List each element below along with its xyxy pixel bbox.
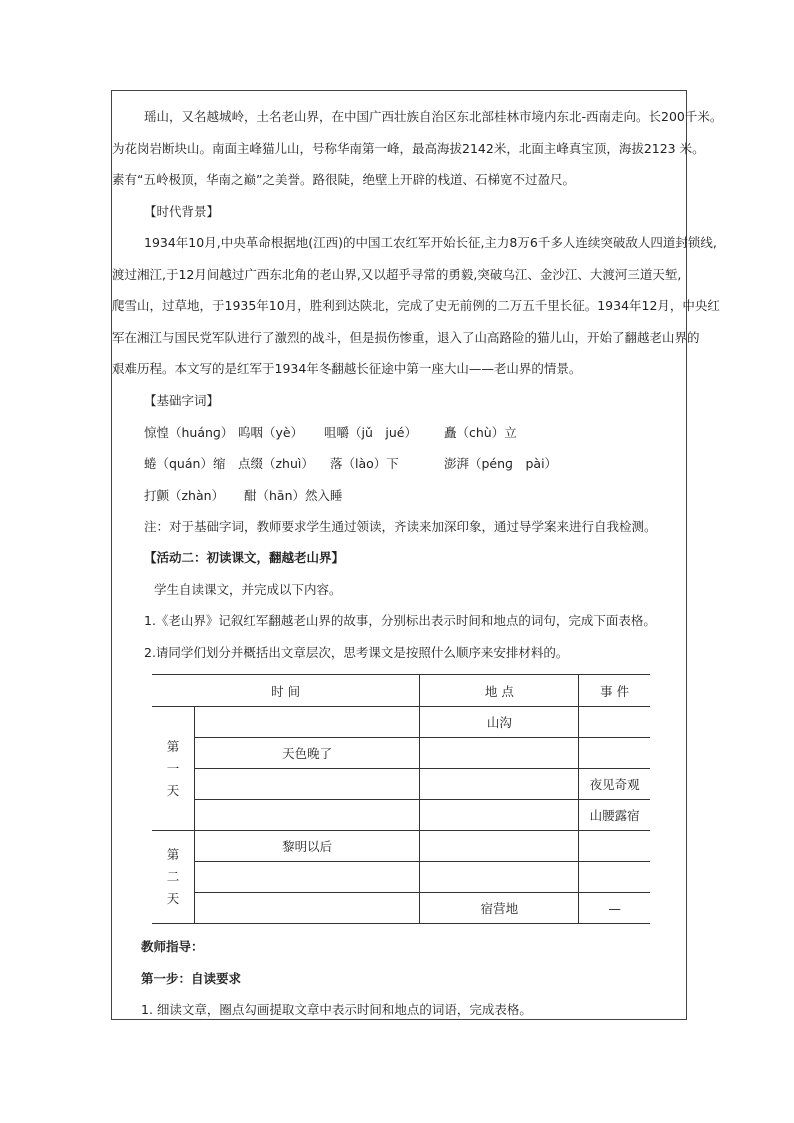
vocab-word: 打颤（zhàn） <box>144 487 225 503</box>
time-cell <box>195 707 420 738</box>
place-cell <box>420 738 579 769</box>
day-two-label <box>152 831 195 924</box>
vocab-word: 落（lào）下 <box>330 456 399 472</box>
event-cell: — <box>579 893 650 924</box>
vocab-word: 蜷（quán）缩 <box>144 456 226 472</box>
vocab-word: 惊惶（huánɡ） <box>144 424 234 440</box>
vocab-word: 点缀（zhuì） <box>238 456 314 472</box>
time-cell <box>195 800 420 831</box>
table-header-row <box>152 675 650 707</box>
table-row <box>152 893 650 924</box>
event-cell <box>579 738 650 769</box>
guide-step-1: 第一步：自读要求 <box>141 970 242 986</box>
time-cell <box>195 769 420 800</box>
background-line-2: 渡过湘江,于12月间越过广西东北角的老山界,又以超乎寻常的勇毅,突破乌江、金沙江、大渡河三道天堑, <box>112 266 682 282</box>
vocab-word: 澎湃（pénɡ pài） <box>444 456 558 472</box>
activity-heading: 【活动二：初读课文，翻越老山界】 <box>144 550 345 565</box>
vocab-row-2 <box>144 448 660 480</box>
activity-intro: 学生自读课文，并完成以下内容。 <box>154 581 342 597</box>
event-cell <box>579 862 650 893</box>
vocab-word: 呜咽（yè） <box>238 424 304 440</box>
vocab-word: 矗（chù）立 <box>444 424 517 440</box>
guide-heading: 教师指导： <box>141 939 204 954</box>
place-cell <box>420 800 579 831</box>
header-time: 时 间 <box>152 675 420 707</box>
header-event: 事 件 <box>579 675 650 707</box>
background-line-4: 军在湘江与国民党军队进行了激烈的战斗，但是损伤惨重，退入了山高路险的猫儿山，开始了翻越老山界的 <box>112 329 700 345</box>
table-row <box>152 738 650 769</box>
table-row <box>152 707 650 738</box>
event-cell: 山腰露宿 <box>579 800 650 831</box>
place-cell: 宿营地 <box>420 893 579 924</box>
time-cell: 黎明以后 <box>195 831 420 862</box>
vocab-heading: 【基础字词】 <box>144 392 220 408</box>
time-cell: 天色晚了 <box>195 738 420 769</box>
table-row <box>152 862 650 893</box>
place-cell <box>420 769 579 800</box>
background-line-1: 1934年10月,中央革命根据地(江西)的中国工农红军开始长征,主力8万6千多人连续突破敌人四道封锁线, <box>144 235 717 250</box>
day-two-text: 第二天 <box>166 847 180 906</box>
vocab-note: 注：对于基础字词，教师要求学生通过领读，齐读来加深印象，通过导学案来进行自我检测。 <box>144 518 657 534</box>
guide-item-1: 1. 细读文章，圈点勾画提取文章中表示时间和地点的词语，完成表格。 <box>141 1002 532 1017</box>
intro-line-3: 素有“五岭极顶，华南之巅”之美誉。路很陡，绝壁上开辟的栈道、石梯宽不过盈尺。 <box>112 172 575 187</box>
event-cell <box>579 831 650 862</box>
day-one-text: 第一天 <box>166 738 180 798</box>
day-one-label <box>152 707 195 831</box>
background-line-5: 艰难历程。本文写的是红军于1934年冬翻越长征途中第一座大山——老山界的情景。 <box>112 361 582 376</box>
vocab-row-1 <box>144 416 660 448</box>
table-row <box>152 769 650 800</box>
teacher-guide <box>141 931 660 1026</box>
background-heading: 【时代背景】 <box>144 203 220 219</box>
vocab-row-3 <box>144 479 660 511</box>
place-cell: 山沟 <box>420 707 579 738</box>
intro-line-1: 瑶山，又名越城岭，土名老山界，在中国广西壮族自治区东北部桂林市境内东北-西南走向。长200千米。 <box>144 109 723 124</box>
time-cell <box>195 862 420 893</box>
events-table <box>152 674 650 924</box>
table-row <box>152 800 650 831</box>
place-cell <box>420 862 579 893</box>
background-line-3: 爬雪山，过草地，于1935年10月，胜利到达陕北，完成了史无前例的二万五千里长征。1934年12月，中央红 <box>112 298 720 313</box>
table-row <box>152 831 650 862</box>
intro-line-2: 为花岗岩断块山。南面主峰猫儿山，号称华南第一峰，最高海拔2142米，北面主峰真宝顶，海拔2123 米。 <box>112 140 705 156</box>
time-cell <box>195 893 420 924</box>
place-cell <box>420 831 579 862</box>
header-place: 地 点 <box>420 675 579 707</box>
page-frame <box>111 90 723 1020</box>
content-body <box>112 101 723 668</box>
vocab-word: 酣（hān）然入睡 <box>244 487 343 503</box>
event-cell: 夜见奇观 <box>579 769 650 800</box>
event-cell <box>579 707 650 738</box>
vocab-word: 咀嚼（jǔ jué） <box>324 424 417 440</box>
activity-question-2: 2.请同学们划分并概括出文章层次，思考课文是按照什么顺序来安排材料的。 <box>144 644 569 660</box>
activity-question-1: 1.《老山界》记叙红军翻越老山界的故事，分别标出表示时间和地点的词句，完成下面表格。 <box>144 613 656 628</box>
